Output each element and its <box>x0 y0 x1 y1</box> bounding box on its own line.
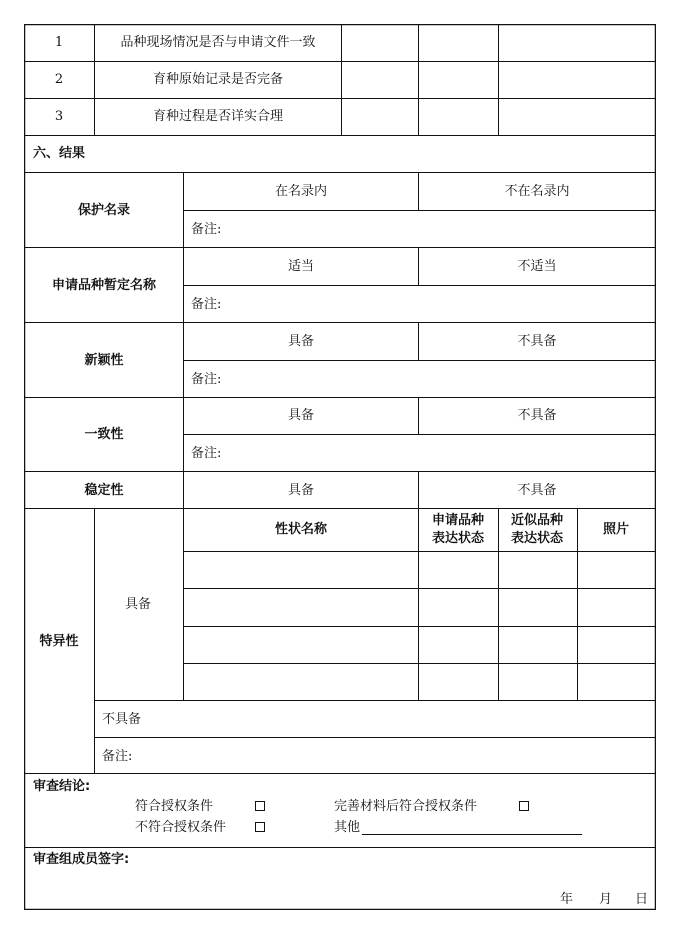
check-item: 育种过程是否详实合理 <box>152 109 284 124</box>
conclusion-option-not-qualified: 不符合授权条件 <box>135 820 227 835</box>
name-note: 备注: <box>191 297 222 312</box>
novelty-note: 备注: <box>191 372 222 387</box>
uniformity-option-no: 不具备 <box>517 408 557 423</box>
col-photo: 照片 <box>602 522 630 537</box>
conclusion-option-after-completion: 完善材料后符合授权条件 <box>334 799 478 814</box>
other-input-line[interactable] <box>362 834 582 835</box>
date-year: 年 <box>560 892 574 907</box>
protection-option-out: 不在名录内 <box>504 184 570 199</box>
protection-option-in: 在名录内 <box>274 184 328 199</box>
checkbox-after-completion[interactable] <box>519 801 529 811</box>
stability-label: 稳定性 <box>84 483 124 498</box>
checkbox-qualified[interactable] <box>255 801 265 811</box>
conclusion-option-other: 其他 <box>334 820 361 835</box>
check-item: 育种原始记录是否完备 <box>152 72 284 87</box>
review-form <box>24 24 656 910</box>
protection-label: 保护名录 <box>77 203 131 218</box>
name-label: 申请品种暂定名称 <box>51 278 157 293</box>
col-similar-state: 近似品种表达状态 <box>510 513 563 546</box>
row-number: 1 <box>54 35 64 50</box>
distinctness-has: 具备 <box>124 597 152 612</box>
conclusion-title: 审查结论: <box>33 779 91 794</box>
row-number: 3 <box>54 109 64 124</box>
row-number: 2 <box>54 72 64 87</box>
date-month: 月 <box>599 892 613 907</box>
signature-title: 审查组成员签字: <box>33 852 130 867</box>
uniformity-label: 一致性 <box>84 427 124 442</box>
protection-note: 备注: <box>191 222 222 237</box>
table-grid <box>24 24 656 910</box>
section-title: 六、结果 <box>33 146 86 161</box>
novelty-option-yes: 具备 <box>287 334 315 349</box>
novelty-option-no: 不具备 <box>517 334 557 349</box>
uniformity-note: 备注: <box>191 446 222 461</box>
date-day: 日 <box>635 892 649 907</box>
stability-option-yes: 具备 <box>287 483 315 498</box>
distinctness-not-has: 不具备 <box>102 712 142 727</box>
check-item: 品种现场情况是否与申请文件一致 <box>120 35 316 50</box>
col-trait-name: 性状名称 <box>274 522 328 537</box>
novelty-label: 新颖性 <box>84 353 124 368</box>
uniformity-option-yes: 具备 <box>287 408 315 423</box>
name-option-ok: 适当 <box>287 259 315 274</box>
col-applied-state: 申请品种表达状态 <box>431 513 484 546</box>
distinctness-label: 特异性 <box>39 634 79 649</box>
name-option-not-ok: 不适当 <box>517 259 557 274</box>
stability-option-no: 不具备 <box>517 483 557 498</box>
distinctness-note: 备注: <box>102 749 133 764</box>
conclusion-option-qualified: 符合授权条件 <box>135 799 214 814</box>
checkbox-not-qualified[interactable] <box>255 822 265 832</box>
